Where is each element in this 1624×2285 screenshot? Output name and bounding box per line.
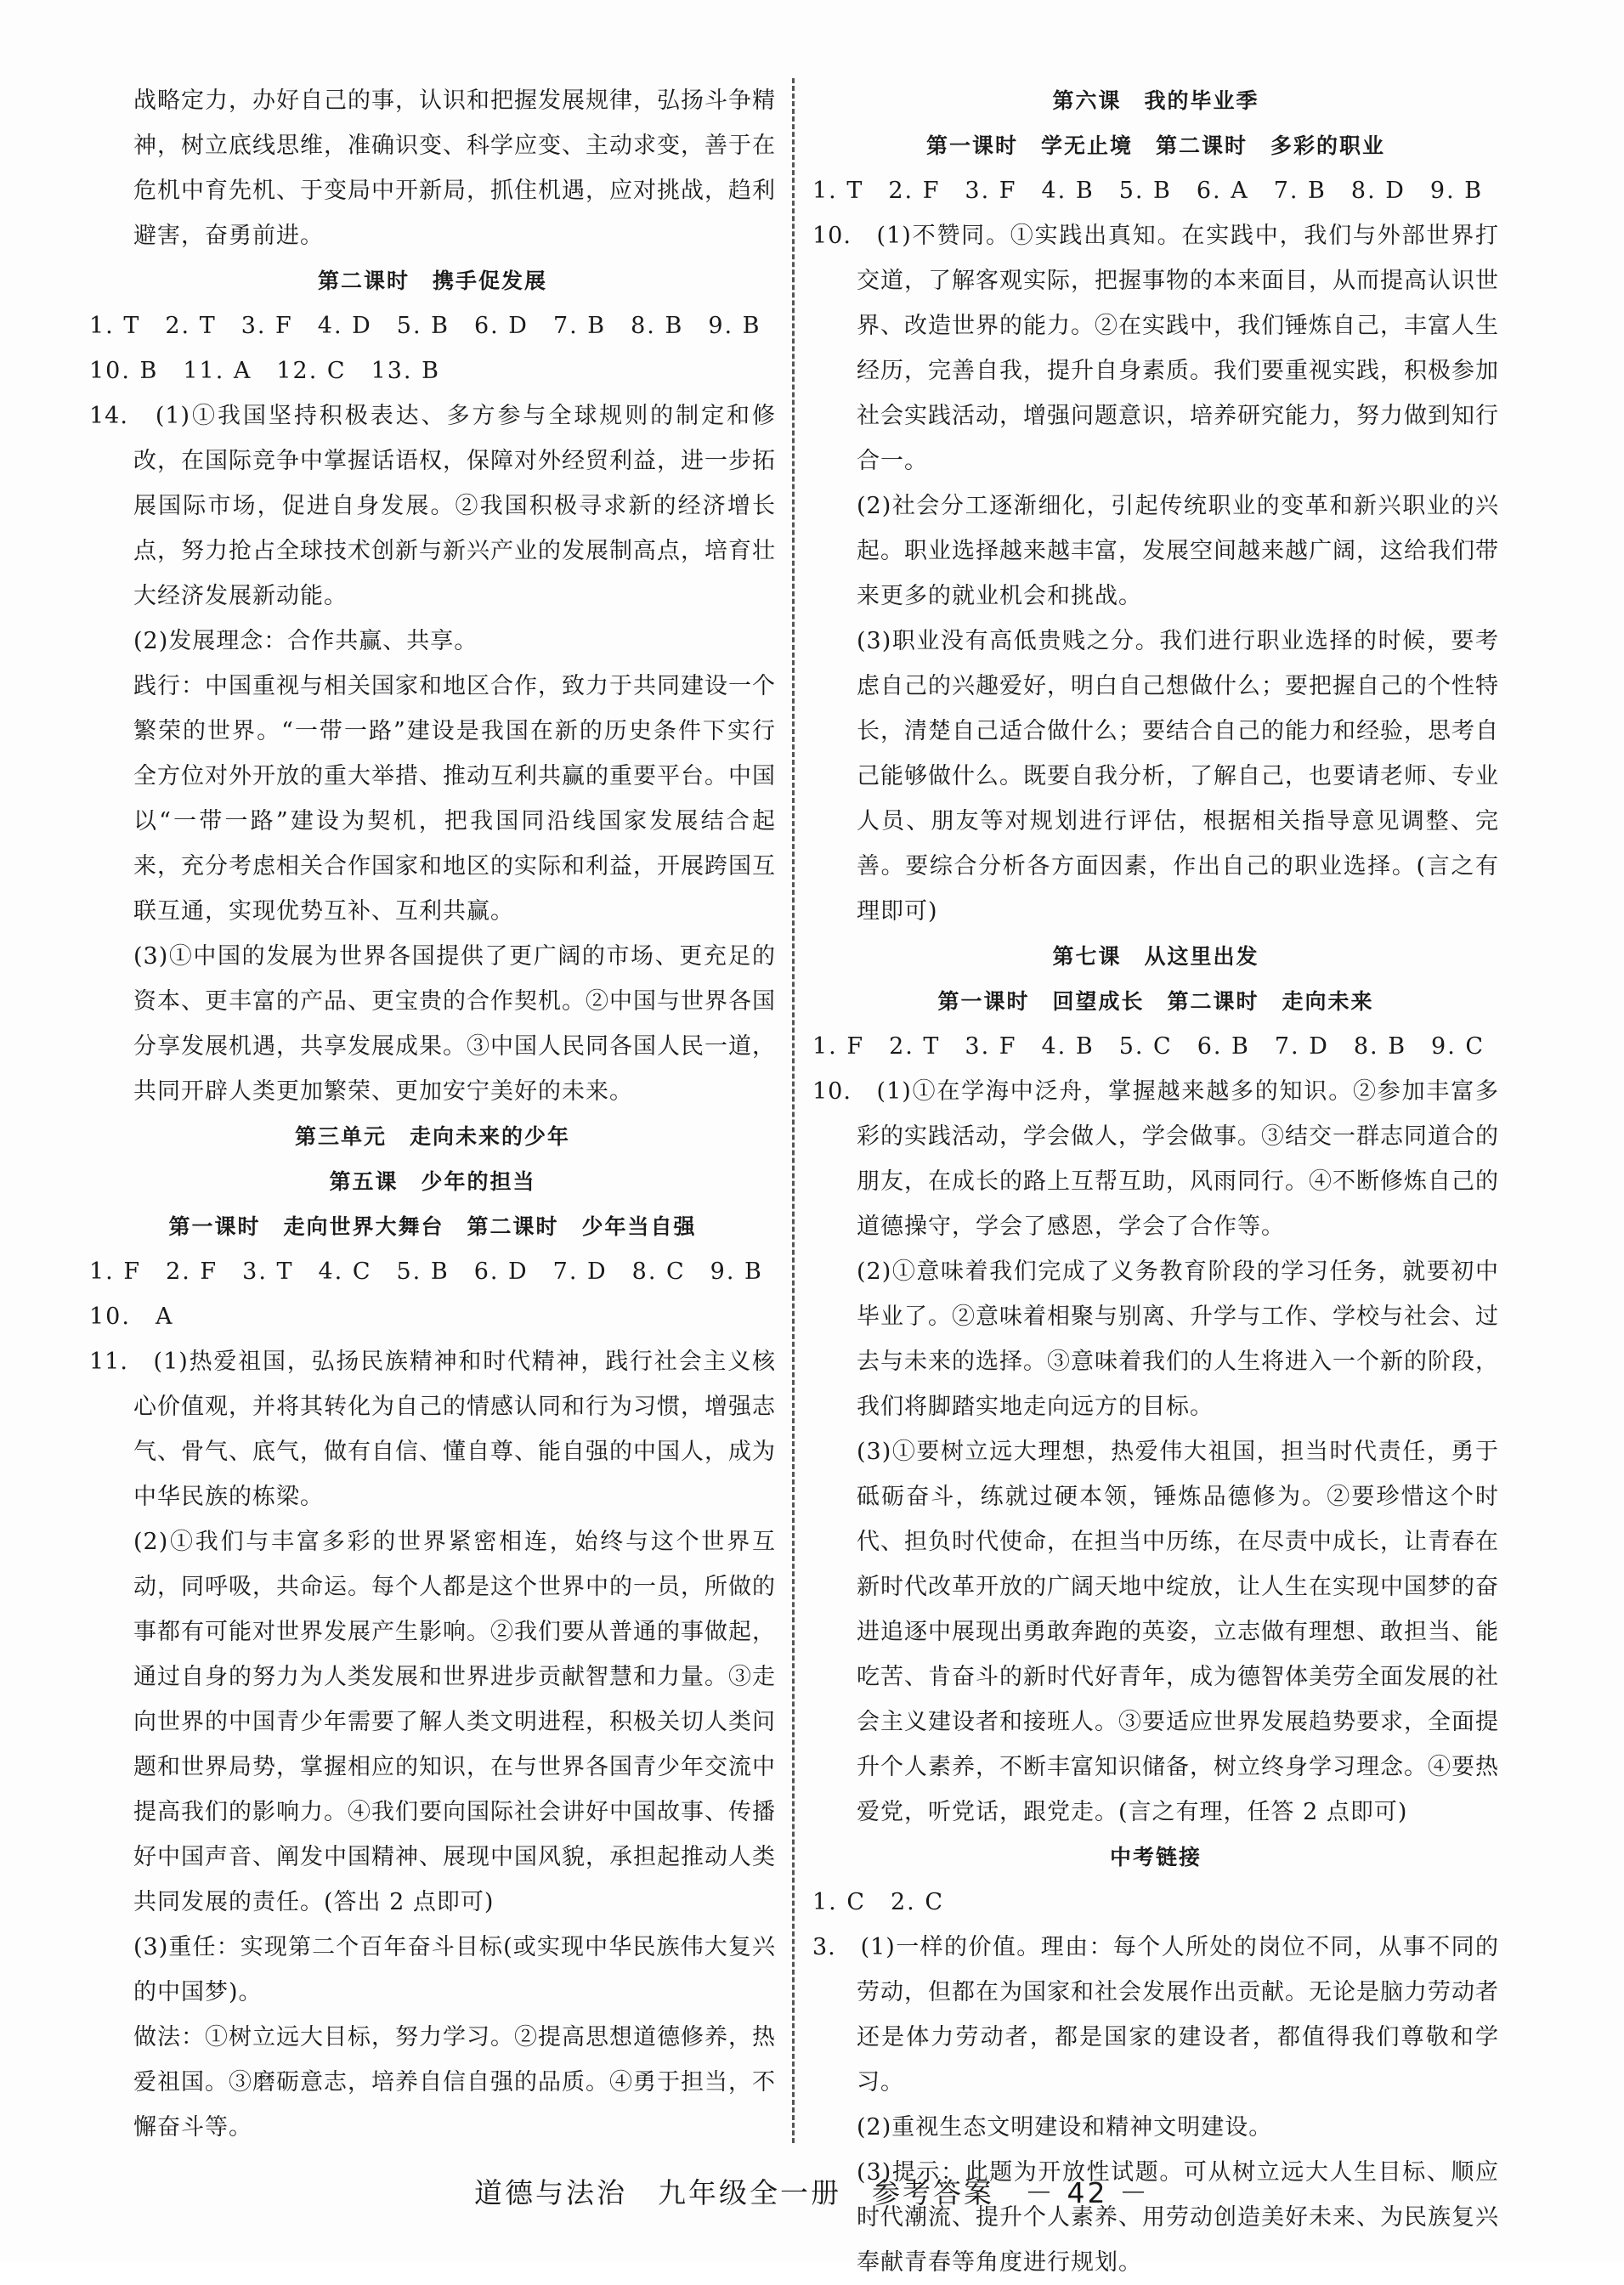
answer-paragraph: 3. (1)一样的价值。理由：每个人所处的岗位不同，从事不同的劳动，但都在为国家和社会发展作出贡献。无论是脑力劳动者还是体力劳动者，都是国家的建设者，都值得我们尊敬和学习。 [812,1934,1499,2096]
answer-row: 1. F 2. T 3. F 4. B 5. C 6. B 7. D 8. B 9. C [812,1033,1485,1060]
section-heading: 第二课时 携手促发展 [317,269,547,293]
section-heading: 第一课时 学无止境 第二课时 多彩的职业 [925,133,1385,158]
answer-paragraph: 做法：①树立远大目标，努力学习。②提高思想道德修养，热爱祖国。③磨砺意志，培养自信自强的品质。④勇于担当，不懈奋斗等。 [133,2024,776,2141]
answer-row: 10. B 11. A 12. C 13. B [89,358,440,384]
answer-paragraph: (2)①我们与丰富多彩的世界紧密相连，始终与这个世界互动，同呼吸，共命运。每个人都是这个世界中的一员，所做的事都有可能对世界发展产生影响。②我们要从普通的事做起，通过自身的努力为人类发展和世界进步贡献智慧和力量。③走向世界的中国青少年需要了解人类文明进程，积极关切人类问题和世界局势，掌握相应的知识，在与世界各国青少年交流中提高我们的影响力。④我们要向国际社会讲好中国故事、传播好中国声音、阐发中国精神、展现中国风貌，承担起推动人类共同发展的责任。(答出 2 点即可) [133,1529,776,1915]
answer-paragraph: (3)①中国的发展为世界各国提供了更广阔的市场、更充足的资本、更丰富的产品、更宝贵的合作契机。②中国与世界各国分享发展机遇，共享发展成果。③中国人民同各国人民一道，共同开辟人类更加繁荣、更加安宁美好的未来。 [133,943,776,1105]
answer-row: 1. C 2. C [812,1889,945,1915]
answer-paragraph: 11. (1)热爱祖国，弘扬民族精神和时代精神，践行社会主义核心价值观，并将其转化为自己的情感认同和行为习惯，增强志气、骨气、底气，做有自信、懂自尊、能自强的中国人，成为中华民族的栋梁。 [89,1349,776,1510]
answer-row: 1. T 2. T 3. F 4. D 5. B 6. D 7. B 8. B 9. B [89,313,761,339]
answer-paragraph: (3)提示：此题为开放性试题。可从树立远大人生目标、顺应时代潮流、提升个人素养、用劳动创造美好未来、为民族复兴奉献青春等角度进行规划。 [857,2159,1499,2276]
lesson-heading: 第七课 从这里出发 [1052,944,1259,969]
column-divider [792,78,795,2143]
lesson-heading: 第六课 我的毕业季 [1052,88,1259,113]
page-footer: 道德与法治 九年级全一册 参考答案 － 42 － [474,2176,1150,2209]
answer-paragraph: (3)重任：实现第二个百年奋斗目标(或实现中华民族伟大复兴的中国梦)。 [133,1934,776,2005]
answer-row: 10. A [89,1304,174,1330]
lesson-heading: 第五课 少年的担当 [329,1169,536,1194]
answer-paragraph: (2)发展理念：合作共赢、共享。 [133,628,478,654]
answer-paragraph: 10. (1)①在学海中泛舟，掌握越来越多的知识。②参加丰富多彩的实践活动，学会做人，学会做事。③结交一群志同道合的朋友，在成长的路上互帮互助，风雨同行。④不断修炼自己的道德操守，学会了感恩，学会了合作等。 [812,1078,1499,1240]
answer-paragraph: (3)①要树立远大理想，热爱伟大祖国，担当时代责任，勇于砥砺奋斗，练就过硬本领，锤炼品德修为。②要珍惜这个时代、担负时代使命，在担当中历练，在尽责中成长，让青春在新时代改革开放的广阔天地中绽放，让人生在实现中国梦的奋进追逐中展现出勇敢奔跑的英姿，立志做有理想、敢担当、能吃苦、肯奋斗的新时代好青年，成为德智体美劳全面发展的社会主义建设者和接班人。③要适应世界发展趋势要求，全面提升个人素养，不断丰富知识储备，树立终身学习理念。④要热爱党，听党话，跟党走。(言之有理，任答 2 点即可) [857,1439,1499,1825]
answer-row: 1. T 2. F 3. F 4. B 5. B 6. A 7. B 8. D 9. B [812,178,1484,204]
answer-paragraph: (2)社会分工逐渐细化，引起传统职业的变革和新兴职业的兴起。职业选择越来越丰富，发展空间越来越广阔，这给我们带来更多的就业机会和挑战。 [857,493,1499,609]
answer-paragraph: (3)职业没有高低贵贱之分。我们进行职业选择的时候，要考虑自己的兴趣爱好，明白自己想做什么；要把握自己的个性特长，清楚自己适合做什么；要结合自己的能力和经验，思考自己能够做什么。既要自我分析，了解自己，也要请老师、专业人员、朋友等对规划进行评估，根据相关指导意见调整、完善。要综合分析各方面因素，作出自己的职业选择。(言之有理即可) [857,628,1499,925]
answer-paragraph: 践行：中国重视与相关国家和地区合作，致力于共同建设一个繁荣的世界。“一带一路”建设是我国在新的历史条件下实行全方位对外开放的重大举措、推动互利共赢的重要平台。中国以“一带一路”建设为契机，把我国同沿线国家发展结合起来，充分考虑相关合作国家和地区的实际和利益，开展跨国互联互通，实现优势互补、互利共赢。 [133,673,776,925]
section-heading: 中考链接 [1109,1845,1202,1869]
answer-paragraph: 14. (1)①我国坚持积极表达、多方参与全球规则的制定和修改，在国际竞争中掌握话语权，保障对外经贸利益，进一步拓展国际市场，促进自身发展。②我国积极寻求新的经济增长点，努力抢占全球技术创新与新兴产业的发展制高点，培育壮大经济发展新动能。 [89,403,776,609]
answer-row: 1. F 2. F 3. T 4. C 5. B 6. D 7. D 8. C 9. B [89,1258,763,1285]
unit-heading: 第三单元 走向未来的少年 [294,1124,570,1149]
section-heading: 第一课时 走向世界大舞台 第二课时 少年当自强 [168,1214,697,1239]
section-heading: 第一课时 回望成长 第二课时 走向未来 [937,989,1374,1014]
right-column [812,78,1499,2285]
paragraph: 战略定力，办好自己的事，认识和把握发展规律，弘扬斗争精神，树立底线思维，准确识变、科学应变、主动求变，善于在危机中育先机、于变局中开新局，抓住机遇，应对挑战，趋利避害，奋勇前进。 [133,88,776,249]
answer-paragraph: 10. (1)不赞同。①实践出真知。在实践中，我们与外部世界打交道，了解客观实际，把握事物的本来面目，从而提高认识世界、改造世界的能力。②在实践中，我们锤炼自己，丰富人生经历，完善自我，提升自身素质。我们要重视实践，积极参加社会实践活动，增强问题意识，培养研究能力，努力做到知行合一。 [812,223,1499,474]
answer-paragraph: (2)①意味着我们完成了义务教育阶段的学习任务，就要初中毕业了。②意味着相聚与别离、升学与工作、学校与社会、过去与未来的选择。③意味着我们的人生将进入一个新的阶段，我们将脚踏实地走向远方的目标。 [857,1258,1499,1420]
left-column [89,78,776,2150]
answer-paragraph: (2)重视生态文明建设和精神文明建设。 [857,2114,1273,2141]
